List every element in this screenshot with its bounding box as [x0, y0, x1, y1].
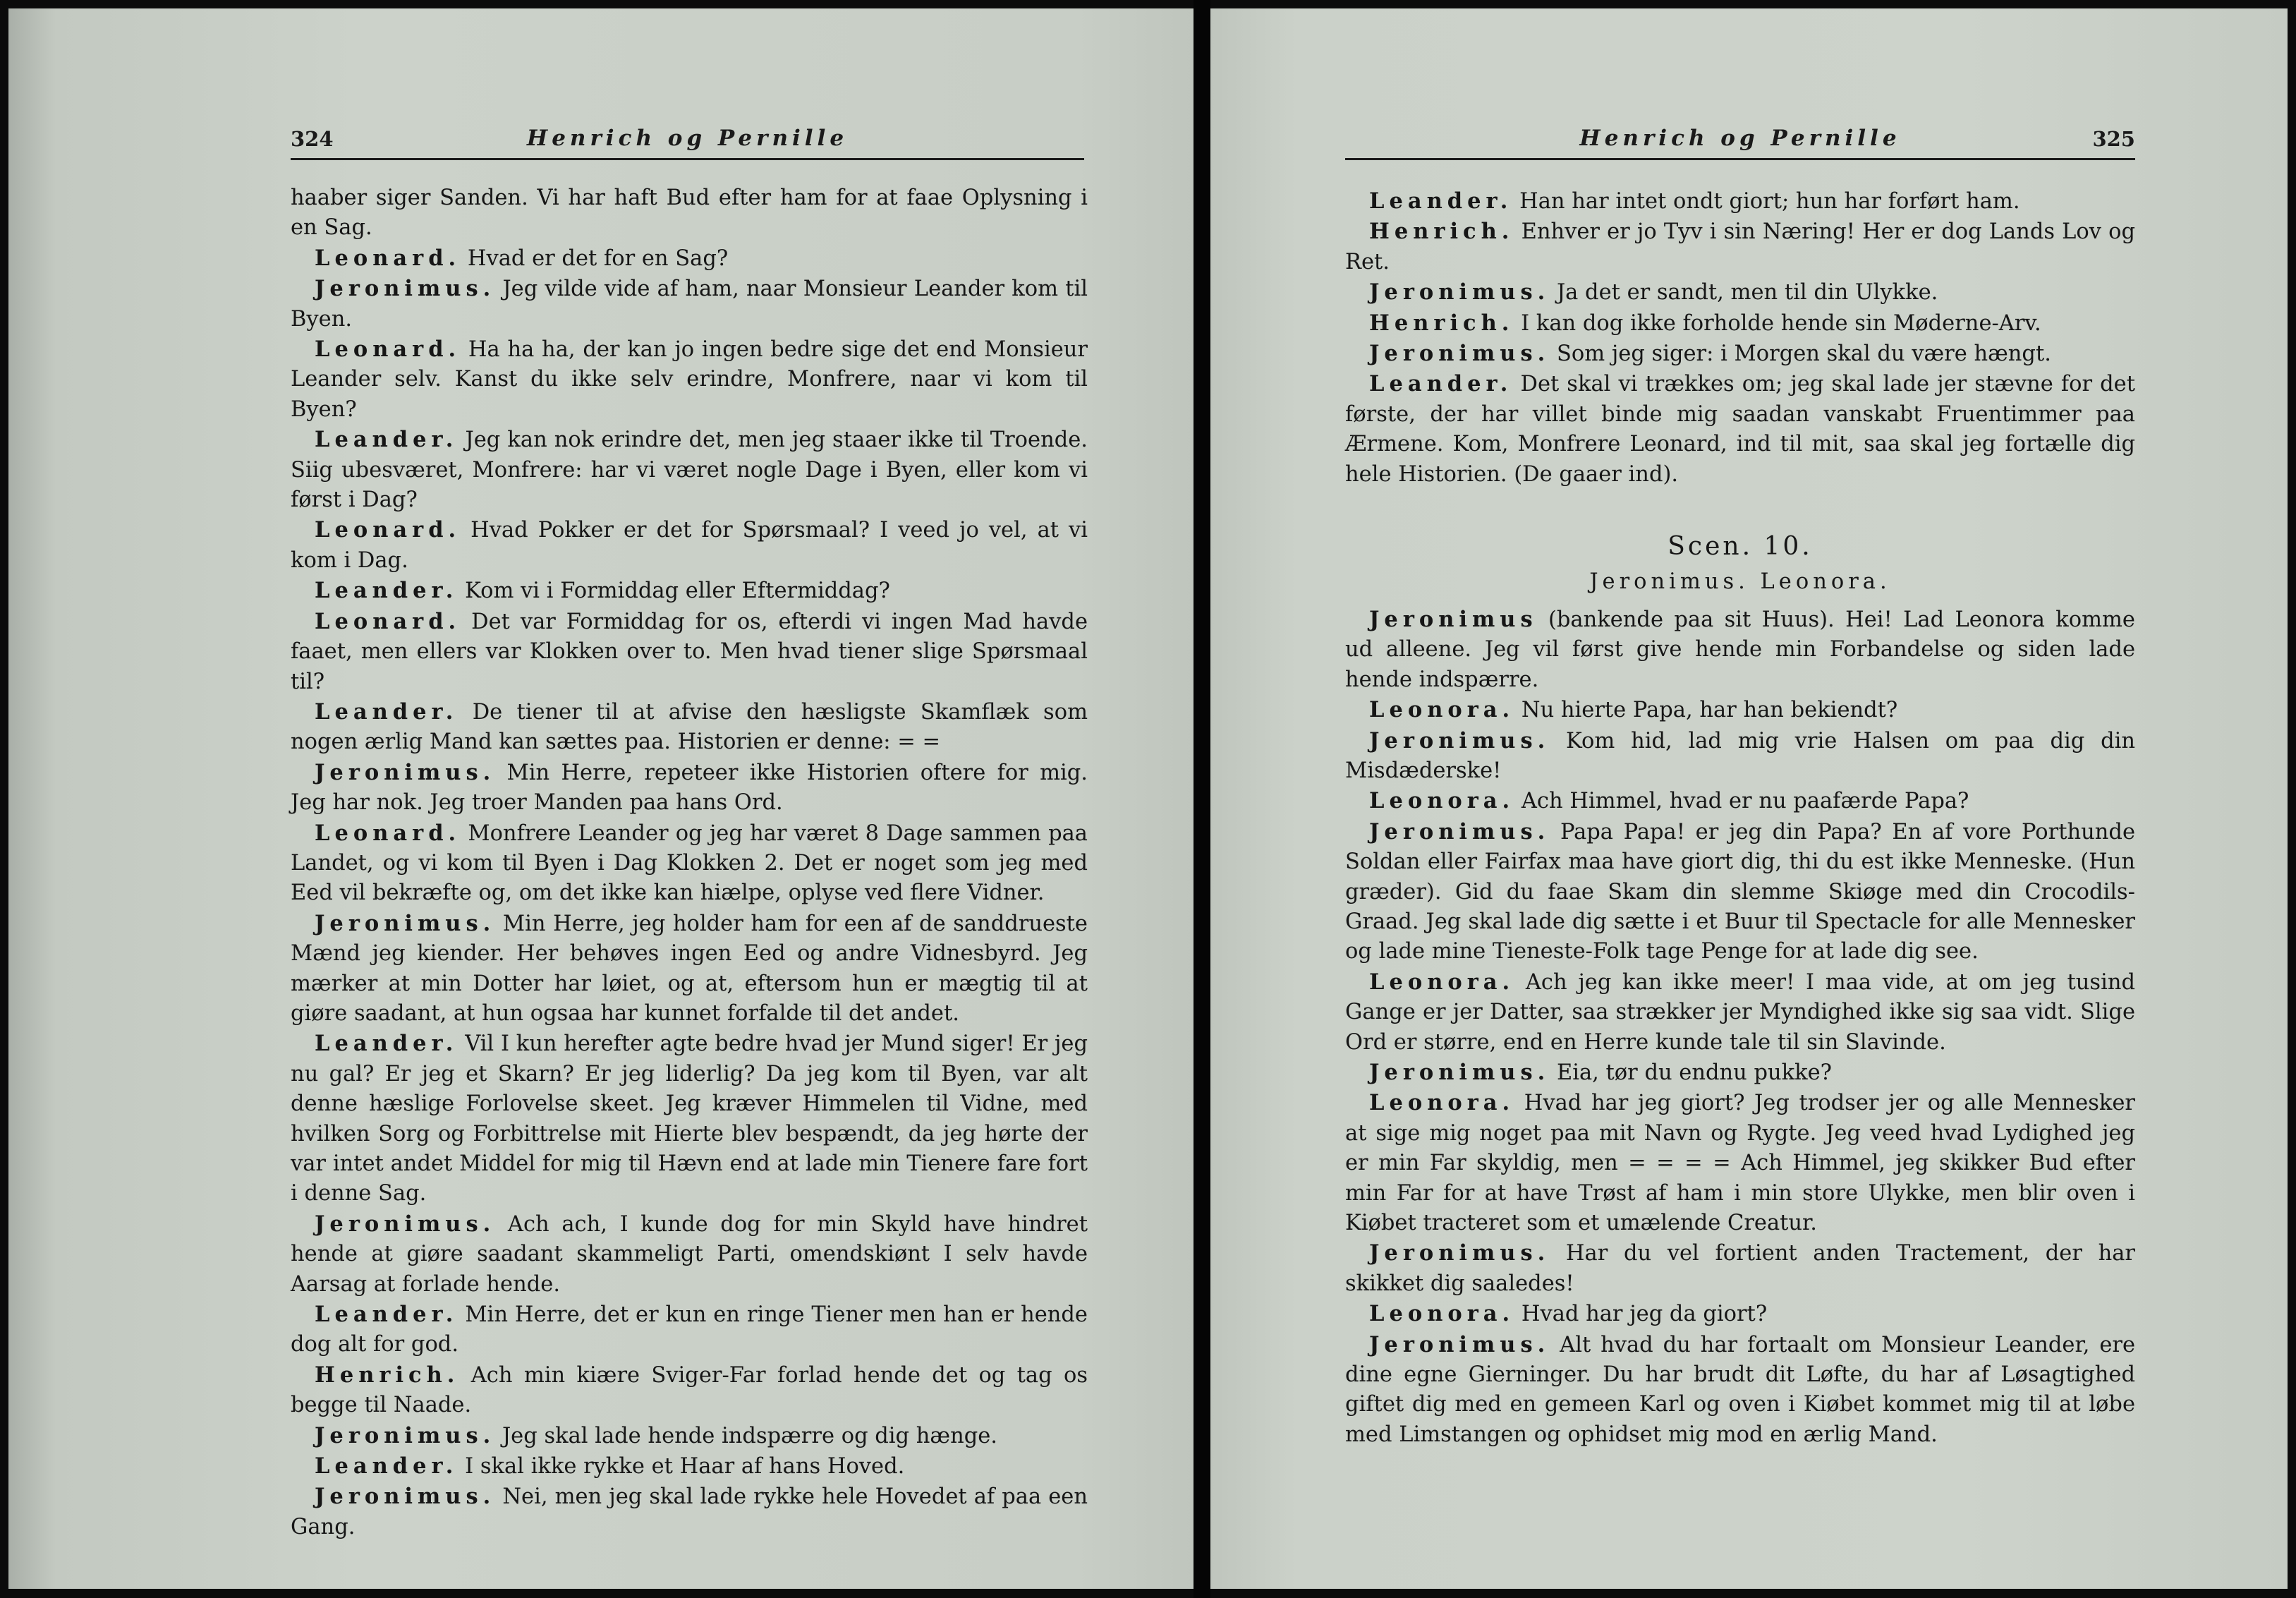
paragraph — [1345, 1299, 2135, 1329]
paragraph — [1345, 695, 2135, 725]
dialogue-text: Ja det er sandt, men til din Ulykke. — [1556, 280, 1938, 305]
dialogue-text: Alt hvad du har fortaalt om Monsieur Leander, ere dine egne Gierninger. Du har brudt dit Løfte, du har af Løsagtighed giftet dig med en gemeen Karl og oven i Kiøbet kommet mig til at løbe med Limstangen og ophidset mig mod en ærlig Mand. — [1345, 1332, 2135, 1447]
paragraph — [1345, 605, 2135, 695]
dialogue-text: Kom hid, lad mig vrie Halsen om paa dig din Misdæderske! — [1345, 728, 2135, 783]
paragraph — [291, 1421, 1088, 1451]
book-gutter — [1193, 0, 1210, 1598]
paragraph — [291, 425, 1088, 515]
speaker-name: Henrich. — [1369, 310, 1514, 336]
paragraph — [1345, 369, 2135, 490]
paragraph — [291, 576, 1088, 606]
speaker-name: Jeronimus. — [1369, 341, 1550, 367]
paragraph — [1345, 277, 2135, 308]
dialogue-text: Jeg kan nok erindre det, men jeg staaer ikke til Troende. Siig ubesværet, Monfrere: har vi været nogle Dage i Byen, eller kom vi først i Dag? — [291, 428, 1088, 513]
paragraph — [1345, 186, 2135, 217]
paragraph — [291, 1360, 1088, 1421]
running-title: Henrich og Pernille — [526, 126, 849, 151]
speaker-name: Leonard. — [315, 245, 461, 271]
speaker-name: Leonard. — [315, 820, 461, 846]
paragraph — [291, 334, 1088, 425]
body-text — [1345, 186, 2135, 1450]
paragraph — [1345, 817, 2135, 967]
paragraph — [1345, 1238, 2135, 1299]
paragraph — [291, 1482, 1088, 1542]
dialogue-text: Vil I kun herefter agte bedre hvad jer Mund siger! Er jeg nu gal? Er jeg et Skarn? Er jeg liderlig? Da jeg kom til Byen, var alt denne hæslige Forlovelse skeet. Jeg kræver Himmelen til Vidne, med hvilken Sorg og Forbittrelse mit Hierte blev bespændt, da jeg hørte der var intet andet Middel for mig til Hævn end at lade min Tienere fare fort i denne Sag. — [291, 1031, 1088, 1206]
speaker-name: Jeronimus. — [315, 1422, 496, 1448]
dialogue-text: Min Herre, jeg holder ham for een af de sanddrueste Mænd jeg kiender. Her behøves ingen Eed og andre Vidnesbyrd. Jeg mærker at min Dotter har løiet, og at, eftersom hun er mægtig til at giøre saadant, at hun ogsaa har kunnet forfalde til det andet. — [291, 911, 1088, 1026]
paragraph — [1345, 726, 2135, 787]
dialogue-text: Hvad Pokker er det for Spørsmaal? I veed jo vel, at vi kom i Dag. — [291, 518, 1088, 573]
dialogue-text: Det var Formiddag for os, efterdi vi ingen Mad havde faaet, men ellers var Klokken over to. Men hvad tiener slige Spørsmaal til? — [291, 609, 1088, 694]
dialogue-text: Hvad er det for en Sag? — [467, 246, 729, 271]
paragraph — [291, 758, 1088, 818]
speaker-name: Jeronimus. — [1369, 279, 1550, 305]
speaker-name: Leonora. — [1369, 1090, 1515, 1116]
paragraph — [291, 183, 1088, 243]
speaker-name: Jeronimus. — [315, 910, 496, 936]
speaker-name: Leander. — [315, 578, 458, 604]
speaker-name: Leonard. — [315, 337, 461, 363]
speaker-name: Henrich. — [1369, 219, 1514, 245]
speaker-name: Leonora. — [1369, 969, 1515, 995]
speaker-name: Jeronimus. — [1369, 1331, 1550, 1357]
dialogue-text: Min Herre, repeteer ikke Historien oftere for mig. Jeg har nok. Jeg troer Manden paa hans Ord. — [291, 760, 1088, 816]
dialogue-text: Ha ha ha, der kan jo ingen bedre sige det end Monsieur Leander selv. Kanst du ikke selv erindre, Monfrere, naar vi kom til Byen? — [291, 337, 1088, 422]
speaker-name: Jeronimus. — [315, 276, 496, 302]
left-page — [8, 8, 1193, 1589]
right-page — [1210, 8, 2288, 1589]
dialogue-text: Det skal vi trækkes om; jeg skal lade jer stævne for det første, der har villet binde mig saadan vanskabt Fruentimmer paa Ærmene. Kom, Monfrere Leonard, ind til mit, saa skal jeg fortælle dig hele Historien. (De gaaer ind). — [1345, 372, 2135, 487]
page-number: 325 — [2092, 127, 2135, 151]
dialogue-text: haaber siger Sanden. Vi har haft Bud efter ham for at faae Oplysning i en Sag. — [291, 186, 1088, 241]
paragraph — [1345, 339, 2135, 369]
page-header — [291, 123, 1084, 160]
speaker-name: Leonard. — [315, 608, 461, 634]
speaker-name: Jeronimus. — [315, 1484, 496, 1510]
speaker-name: Jeronimus. — [1369, 818, 1550, 845]
dialogue-text: (bankende paa sit Huus). Hei! Lad Leonora komme ud alleene. Jeg vil først give hende min Forbandelse og siden lade hende indspærre. — [1345, 607, 2135, 692]
speaker-name: Jeronimus. — [315, 759, 496, 785]
dialogue-text: Enhver er jo Tyv i sin Næring! Her er dog Lands Lov og Ret. — [1345, 219, 2135, 274]
dialogue-text: Hvad har jeg giort? Jeg trodser jer og alle Mennesker at sige mig noget paa mit Navn og Rygte. Jeg veed hvad Lydighed jeg er min Far skyldig, men = = = = Ach Himmel, jeg skikker Bud efter min Far for at have Trøst af ham i min store Ulykke, men blir oven i Kiøbet tracteret som et umælende Creatur. — [1345, 1091, 2135, 1235]
dialogue-text: Min Herre, det er kun en ringe Tiener men han er hende dog alt for god. — [291, 1302, 1088, 1357]
dialogue-text: Som jeg siger: i Morgen skal du være hængt. — [1556, 341, 2051, 367]
dialogue-text: Ach jeg kan ikke meer! I maa vide, at om jeg tusind Gange er jer Datter, saa strækker jer Myndighed ikke sig saa vidt. Slige Ord er større, end en Herre kunde tale til sin Slavinde. — [1345, 969, 2136, 1055]
speaker-name: Leonora. — [1369, 788, 1515, 814]
speaker-name: Jeronimus. — [1369, 1059, 1550, 1085]
dialogue-text: Jeg skal lade hende indspærre og dig hænge. — [502, 1423, 998, 1448]
speaker-name: Jeronimus — [1369, 606, 1538, 632]
speaker-name: Leander. — [1369, 188, 1513, 214]
dialogue-text: Papa Papa! er jeg din Papa? En af vore Porthunde Soldan eller Fairfax maa have giort dig, thi du est ikke Menneske. (Hun græder). Gid du faae Skam din slemme Skiøge med din Crocodils-Graad. Jeg skal lade dig sætte i et Buur til Spectacle for alle Mennesker og lade mine Tieneste-Folk tage Penge for at lade dig see. — [1345, 819, 2135, 964]
speaker-name: Leander. — [315, 427, 458, 453]
paragraph — [1345, 1088, 2135, 1238]
speaker-name: Leander. — [315, 1031, 458, 1057]
paragraph — [291, 909, 1088, 1029]
speaker-name: Jeronimus. — [315, 1211, 496, 1237]
speaker-name: Leonora. — [1369, 697, 1515, 723]
dialogue-text: Monfrere Leander og jeg har været 8 Dage sammen paa Landet, og vi kom til Byen i Dag Klokken 2. Det er noget som jeg med Eed vil bekræfte og, om det ikke kan hiælpe, oplyse ved flere Vidner. — [291, 821, 1088, 906]
paragraph — [1345, 308, 2135, 339]
dialogue-text: I kan dog ikke forholde hende sin Møderne-Arv. — [1521, 310, 2041, 336]
dialogue-text: Hvad har jeg da giort? — [1521, 1302, 1768, 1327]
speaker-name: Leander. — [1369, 371, 1513, 397]
scene-heading: Scen. 10. — [1668, 532, 1813, 562]
speaker-name: Leander. — [315, 1453, 458, 1479]
paragraph — [1345, 1330, 2135, 1451]
dialogue-text: I skal ikke rykke et Haar af hans Hoved. — [465, 1454, 905, 1479]
body-text — [291, 183, 1088, 1542]
speaker-name: Leander. — [315, 698, 458, 725]
dialogue-text: Nei, men jeg skal lade rykke hele Hovedet af paa een Gang. — [291, 1484, 1088, 1539]
paragraph — [1345, 786, 2135, 816]
dialogue-text: Ach ach, I kunde dog for min Skyld have hindret hende at giøre saadant skammeligt Parti, omendskiønt I selv havde Aarsag at forlade hende. — [291, 1211, 1088, 1297]
paragraph — [291, 1209, 1088, 1300]
speaker-name: Leander. — [315, 1302, 458, 1328]
paragraph — [291, 607, 1088, 697]
page-header — [1345, 123, 2135, 160]
paragraph — [291, 243, 1088, 274]
paragraph — [291, 697, 1088, 758]
dialogue-text: Jeg vilde vide af ham, naar Monsieur Leander kom til Byen. — [291, 277, 1088, 332]
paragraph — [291, 1300, 1088, 1360]
speaker-name: Jeronimus. — [1369, 727, 1550, 753]
speaker-name: Henrich. — [315, 1362, 460, 1388]
dialogue-text: Ach Himmel, hvad er nu paafærde Papa? — [1521, 789, 1969, 814]
speaker-name: Leonard. — [315, 517, 461, 543]
paragraph — [1345, 217, 2135, 277]
dialogue-text: Ach min kiære Sviger-Far forlad hende det og tag os begge til Naade. — [291, 1362, 1088, 1418]
paragraph — [291, 1451, 1088, 1482]
page-number: 324 — [291, 127, 334, 151]
dialogue-text: Har du vel fortient anden Tractement, der har skikket dig saaledes! — [1345, 1241, 2135, 1296]
paragraph — [1345, 967, 2135, 1058]
running-title: Henrich og Pernille — [1579, 126, 1901, 151]
paragraph — [291, 818, 1088, 909]
scene-cast: Jeronimus. Leonora. — [1589, 569, 1891, 595]
speaker-name: Leonora. — [1369, 1301, 1515, 1327]
speaker-name: Jeronimus. — [1369, 1240, 1550, 1266]
paragraph — [291, 1029, 1088, 1209]
dialogue-text: Eia, tør du endnu pukke? — [1556, 1060, 1833, 1085]
dialogue-text: Han har intet ondt giort; hun har forført ham. — [1519, 189, 2020, 214]
paragraph — [1345, 1058, 2135, 1088]
dialogue-text: Nu hierte Papa, har han bekiendt? — [1521, 698, 1898, 723]
paragraph — [291, 515, 1088, 576]
dialogue-text: De tiener til at afvise den hæsligste Skamflæk som nogen ærlig Mand kan sættes paa. Historien er denne: = = — [291, 699, 1088, 755]
paragraph — [291, 274, 1088, 334]
dialogue-text: Kom vi i Formiddag eller Eftermiddag? — [465, 579, 890, 604]
